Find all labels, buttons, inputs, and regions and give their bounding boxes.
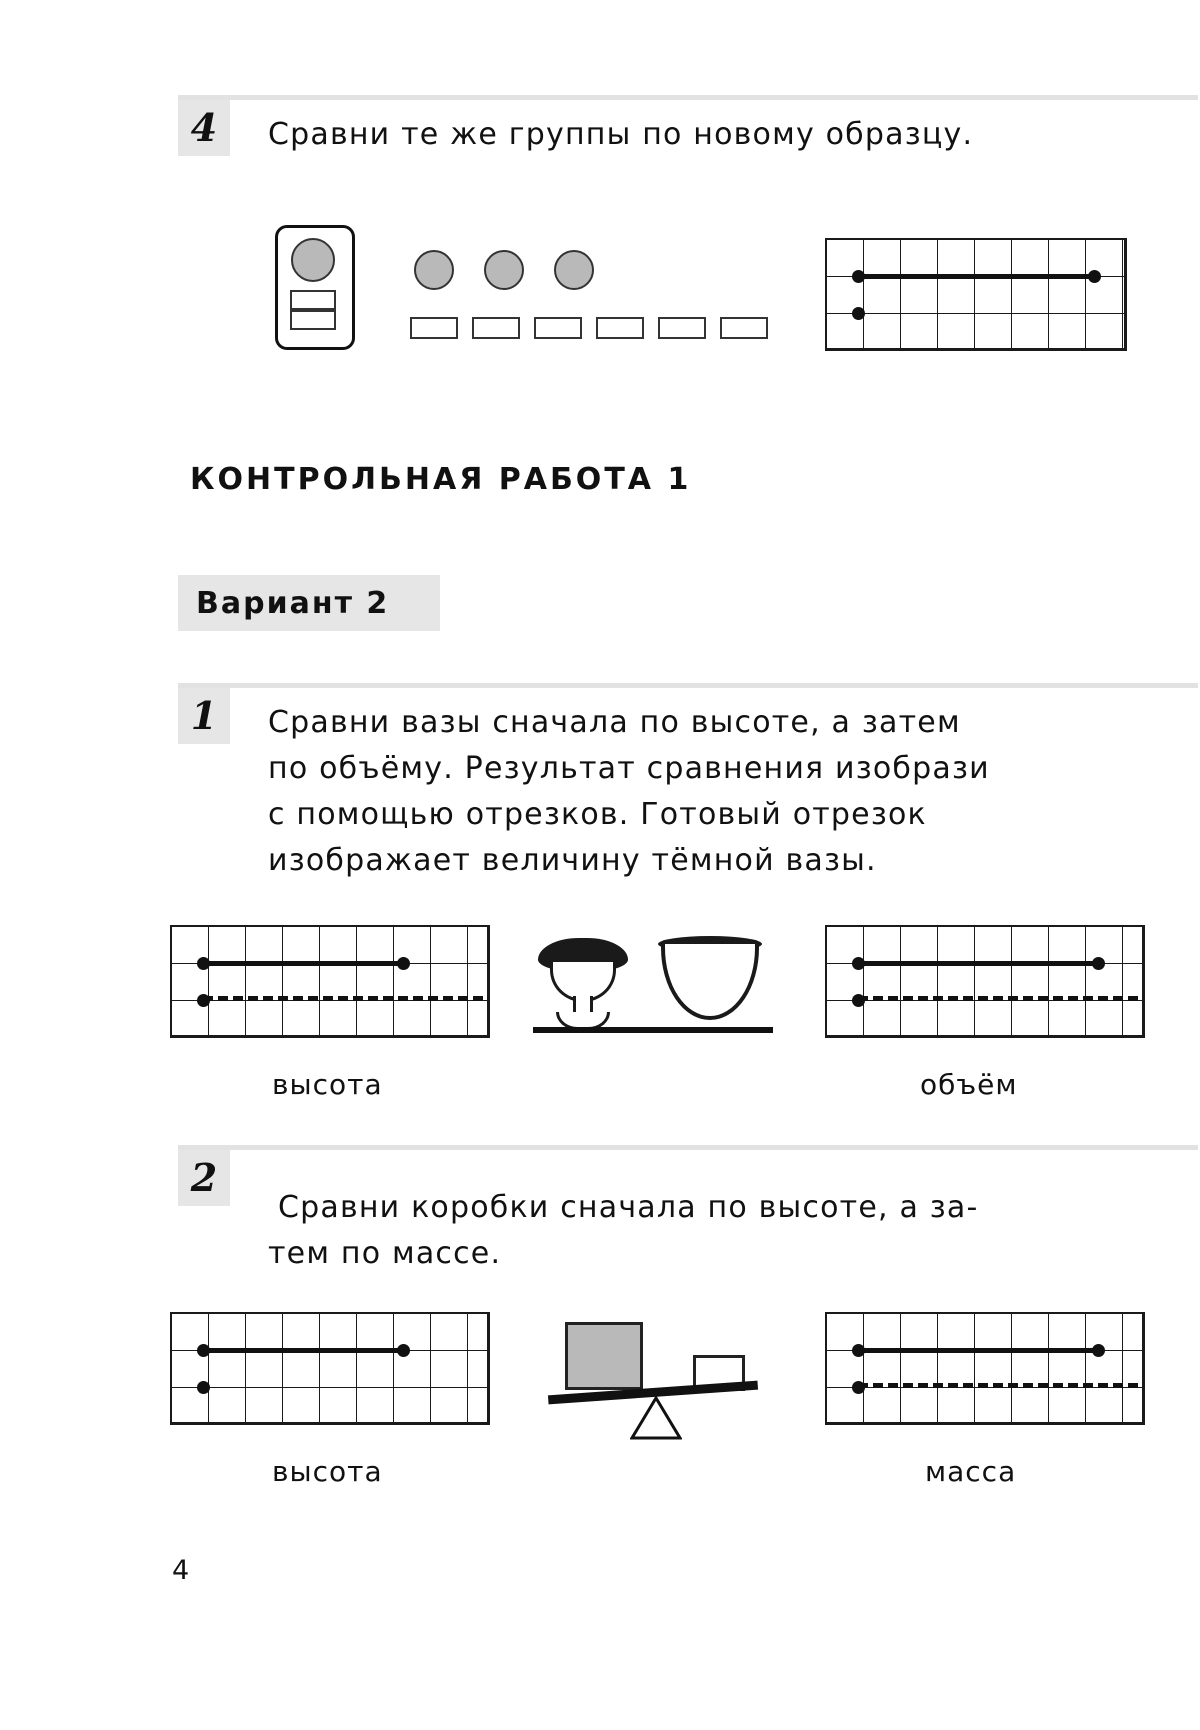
segment-endpoint-dot	[1092, 957, 1105, 970]
segment-start-dot	[852, 994, 865, 1007]
dashed-guide-line	[858, 1383, 1138, 1388]
heavy-box-icon	[565, 1322, 643, 1390]
segment-start-dot	[852, 1381, 865, 1394]
segment-line	[858, 1348, 1098, 1353]
balance-fulcrum	[630, 1396, 682, 1440]
table-surface-line	[533, 1027, 773, 1033]
task-divider-4	[178, 95, 1198, 100]
segment-endpoint-dot	[1092, 1344, 1105, 1357]
page-number: 4	[172, 1555, 190, 1586]
task-1-line-1: Сравни вазы сначала по высоте, а затем	[268, 705, 961, 740]
white-rectangle-icon	[410, 317, 458, 339]
white-rectangle-icon	[290, 290, 336, 310]
height-grid-task2[interactable]	[170, 1312, 490, 1425]
white-rectangle-icon	[658, 317, 706, 339]
gray-circle-icon	[414, 250, 454, 290]
white-rectangle-icon	[596, 317, 644, 339]
task-1-line-4: изображает величину тёмной вазы.	[268, 843, 877, 878]
task-number-4: 4	[178, 100, 230, 156]
dashed-guide-line	[858, 996, 1138, 1001]
segment-endpoint-dot	[852, 957, 865, 970]
mass-grid-task2[interactable]	[825, 1312, 1145, 1425]
segment-endpoint-dot	[1088, 270, 1101, 283]
segment-line	[203, 961, 403, 966]
gray-circle-icon	[554, 250, 594, 290]
task-divider-2	[178, 1145, 1198, 1150]
task-number-1: 1	[178, 688, 230, 744]
light-vase-icon	[661, 944, 759, 1020]
segment-line	[858, 961, 1098, 966]
task-4-text: Сравни те же группы по новому образцу.	[268, 117, 974, 152]
segment-endpoint-dot	[197, 957, 210, 970]
task-number-2: 2	[178, 1150, 230, 1206]
volume-grid-task1[interactable]	[825, 925, 1145, 1038]
segment-line	[203, 1348, 403, 1353]
caption-mass-task2: масса	[925, 1455, 1017, 1488]
white-rectangle-icon	[534, 317, 582, 339]
dashed-guide-line	[203, 996, 483, 1001]
segment-start-dot	[852, 307, 865, 320]
segment-start-dot	[197, 1381, 210, 1394]
caption-volume-task1: объём	[920, 1068, 1018, 1101]
white-rectangle-icon	[472, 317, 520, 339]
caption-height-task1: высота	[272, 1068, 383, 1101]
caption-height-task2: высота	[272, 1455, 383, 1488]
gray-circle-icon	[291, 238, 335, 282]
section-title: КОНТРОЛЬНАЯ РАБОТА 1	[190, 462, 692, 497]
task-2-line-2: тем по массе.	[268, 1236, 502, 1271]
white-rectangle-icon	[720, 317, 768, 339]
variant-badge: Вариант 2	[178, 575, 440, 631]
segment-endpoint-dot	[852, 270, 865, 283]
segment-endpoint-dot	[852, 1344, 865, 1357]
task-divider-1	[178, 683, 1198, 688]
white-rectangle-icon	[290, 310, 336, 330]
height-grid-task1[interactable]	[170, 925, 490, 1038]
task-1-line-3: с помощью отрезков. Готовый отрезок	[268, 797, 927, 832]
sample-card-icon	[275, 225, 355, 350]
answer-grid-task4[interactable]	[825, 238, 1127, 351]
segment-start-dot	[197, 994, 210, 1007]
task-1-line-2: по объёму. Результат сравнения изобрази	[268, 751, 990, 786]
segment-endpoint-dot	[397, 957, 410, 970]
task-2-line-1: Сравни коробки сначала по высоте, а за-	[278, 1190, 979, 1225]
gray-circle-icon	[484, 250, 524, 290]
segment-endpoint-dot	[197, 1344, 210, 1357]
segment-endpoint-dot	[397, 1344, 410, 1357]
segment-line	[858, 274, 1094, 279]
